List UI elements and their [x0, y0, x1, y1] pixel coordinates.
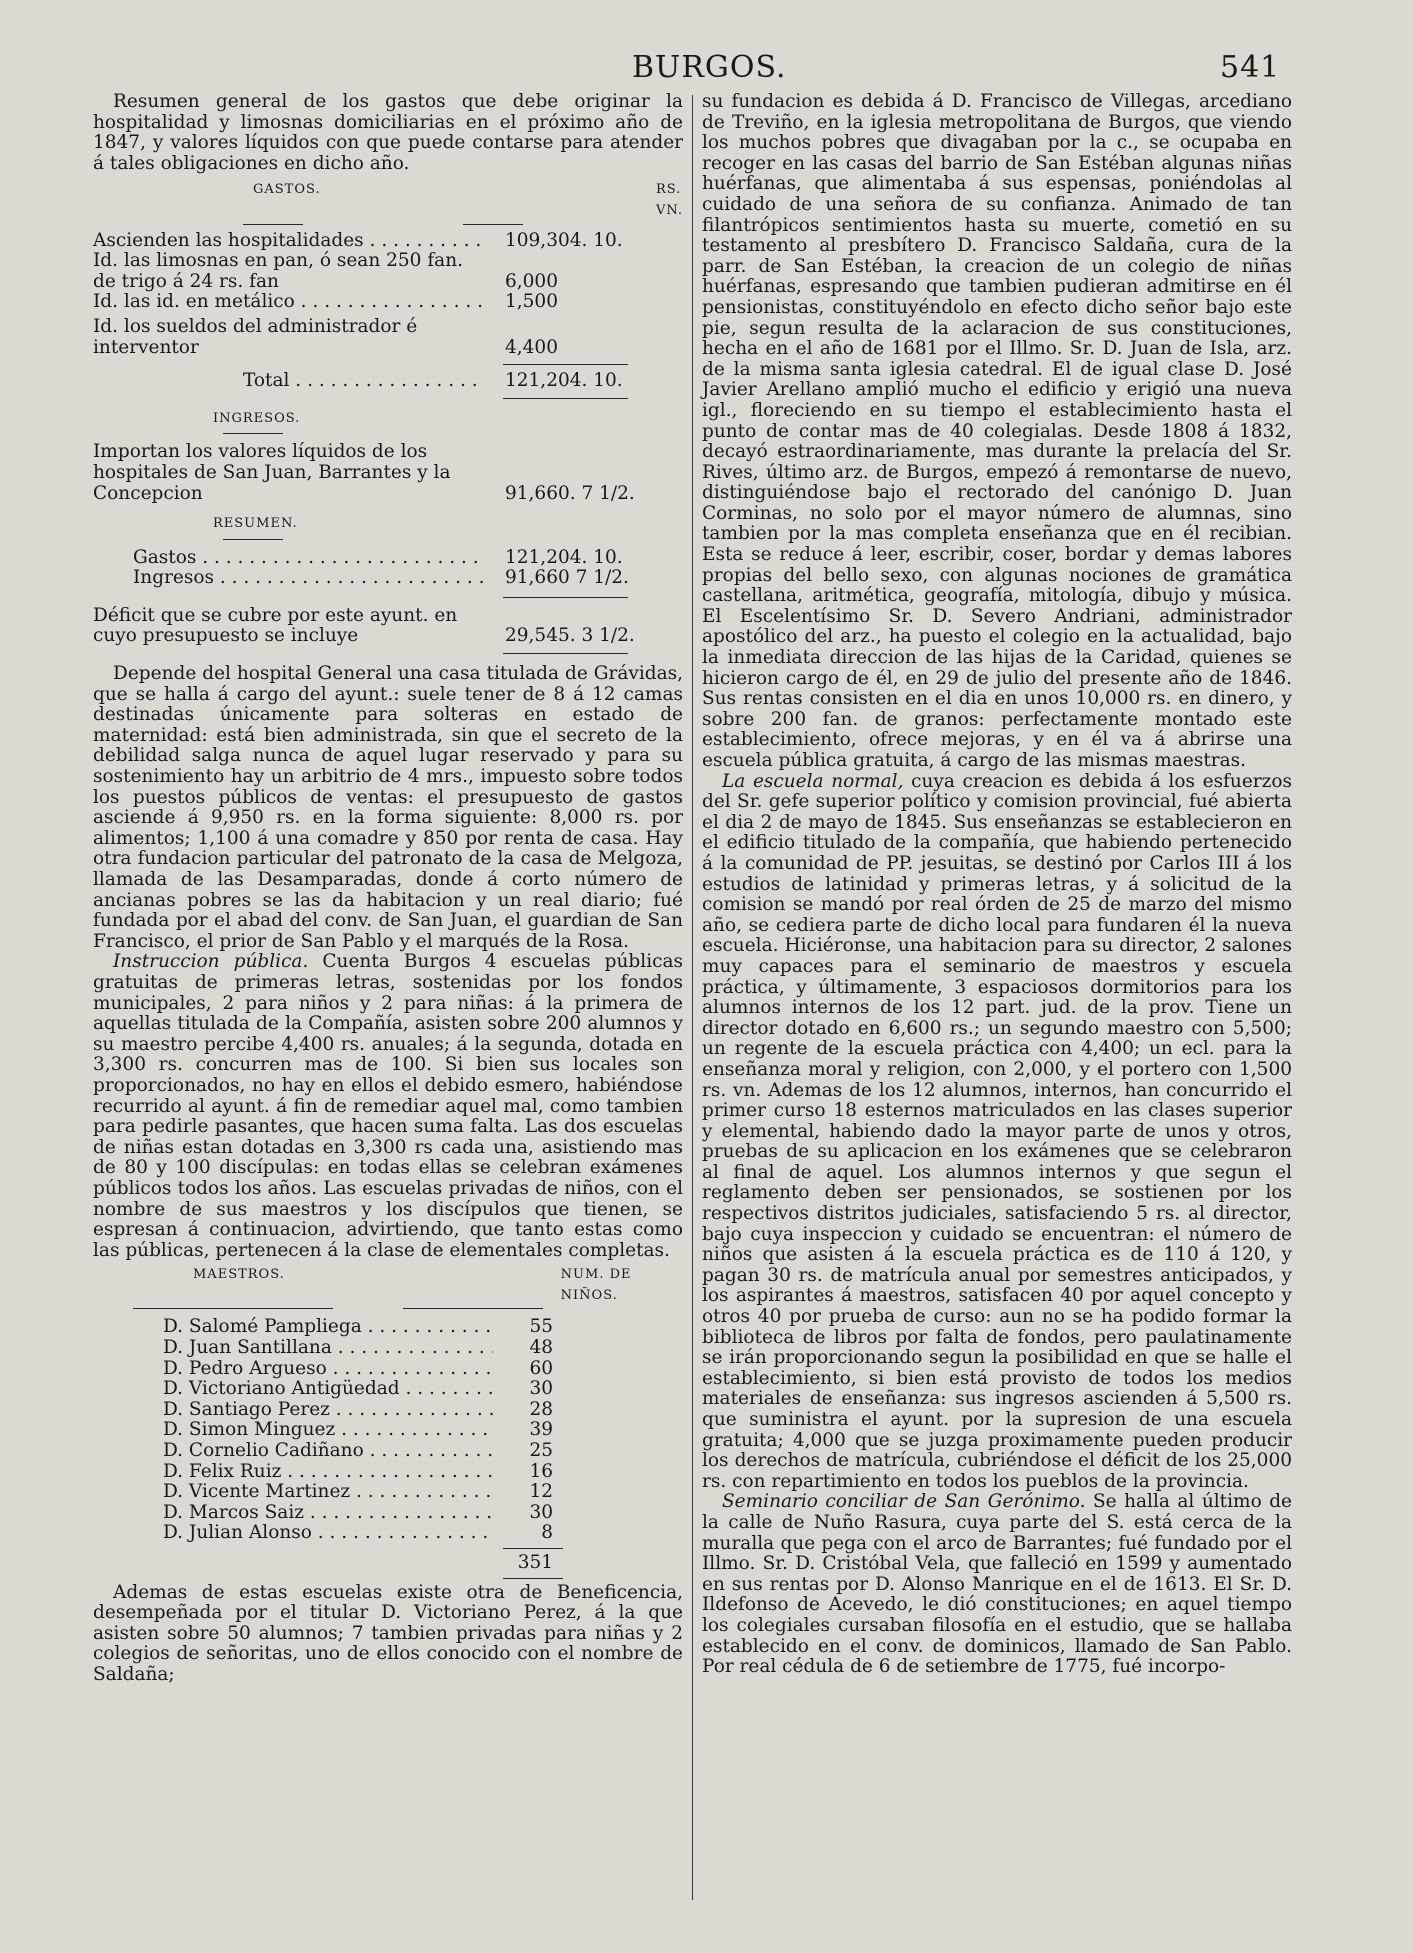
paragraph: Ademas de estas escuelas existe otra de Beneficencia, desempeñada por el titular D. Victoriano Perez, á la que asisten sobre 50 alumnos; 7 tambien privadas para niñas y 2 colegios de señoritas, uno de ellos conocido con el nombre de Saldaña;	[93, 1581, 683, 1685]
maestro-count: 25	[529, 1440, 553, 1462]
maestro-count: 8	[541, 1522, 553, 1544]
paragraph: Seminario conciliar de San Gerónimo. Se halla al último de la calle de Nuño Rasura, cuya parte del S. está cerca de la muralla que pega con el arco de Barrantes; fué fundado por el Illmo. Sr. D. Cristóbal Vela, que falleció en 1599 y aumentado en sus rentas por D. Alonso Manrique en el de 1613. El Sr. D. Ildefonso de Acevedo, le dió constituciones; en aquel tiempo los colegiales cursaban filosofía en el estudio, que se hallaba establecido en el conv. de dominicos, llamado de San Pablo. Por real cédula de 6 de setiembre de 1775, fué incorpo-	[702, 1491, 1292, 1678]
resumen-heading: RESUMEN.	[213, 516, 298, 532]
maestro-count: 30	[529, 1378, 553, 1400]
maestro-row	[93, 1400, 683, 1421]
gastos-row: Ascienden las hospitalidades . . . 109,304. 10.	[93, 231, 683, 252]
resumen-row: Ingresos . . . 91,660 7 1/2.	[93, 568, 683, 589]
section-title: La escuela normal,	[722, 770, 904, 792]
maestro-count: 16	[529, 1460, 553, 1482]
paragraph: su fundacion es debida á D. Francisco de Villegas, arcediano de Treviño, en la iglesia metropolitana de Burgos, que viendo los muchos pobres que divagaban por la c., se ocupaba en recoger en las casas del barrio de San Estéban algunas niñas huérfanas, que alimentaba á sus espensas, poniéndolas al cuidado de una señora de su confianza. Animado de tan filantrópicos sentimientos hasta su muerte, cometió en su testamento al presbítero D. Francisco Saldaña, cura de la parr. de San Estéban, la creacion de un colegio de niñas huérfanas, espresando que tambien pudieran admitirse en él pensionistas, constituyéndolo en efecto dicho señor bajo este pie, segun resulta de la aclaracion de sus constituciones, hecha en el año de 1681 por el Illmo. Sr. D. Juan de Isla, arz. de la misma santa iglesia catedral. El de igual clase D. José Javier Arellano amplió mucho el edificio y erigió una nueva igl., floreciendo en su tiempo el establecimiento hasta el punto de contar mas de 40 colegialas. Desde 1808 á 1832, decayó estraordinariamente, mas durante la prelacía del Sr. Rives, último arz. de Burgos, empezó á remontarse de nuevo, distinguiéndose bajo el rectorado del canónigo D. Juan Corminas, no solo por el mayor número de alumnas, sino tambien por la mas completa enseñanza que en él recibian. Esta se reduce á leer, escribir, coser, bordar y demas labores propias del bello sexo, con algunas nociones de gramática castellana, aritmética, geografía, mitología, dibujo y música. El Escelentísimo Sr. D. Severo Andriani, administrador apostólico del arz., ha puesto el colegio en la actualidad, bajo la inmediata direccion de las hijas de la Caridad, quienes se hicieron cargo de él, en 29 de julio del presente año de 1846. Sus rentas consisten en el dia en unos 10,000 rs. en dinero, y sobre 200 fan. de granos: perfectamente montado este establecimiento, ofrece mejoras, y en él va á abrirse una escuela pública gratuita, á cargo de las mismas maestras.	[702, 91, 1292, 771]
gastos-row: Id. las id. en metálico . . . 1,500	[93, 292, 683, 313]
maestros-total: 351	[517, 1552, 553, 1573]
ninos-heading: NUM. DE NIÑOS.	[560, 1267, 632, 1303]
maestro-name: D. Salomé Pampliega	[163, 1317, 362, 1338]
maestro-row	[93, 1462, 683, 1483]
maestro-row	[93, 1503, 683, 1524]
paragraph: Instruccion pública. Cuenta Burgos 4 escuelas públicas gratuitas de primeras letras, sostenidas por los fondos municipales, 2 para niños y 2 para niñas: á la primera de aquellas titulada de la Compañía, asisten sobre 200 alumnos y su maestro percibe 4,400 rs. anuales; á la segunda, dotada en 3,300 rs. concurren mas de 100. Si bien sus locales son proporcionados, no hay en ellos el debido esmero, habiéndose recurrido al ayunt. á fin de remediar aquel mal, como tambien para pedirle pasantes, que hacen suma falta. Las dos escuelas de niñas estan dotadas en 3,300 rs cada una, asistiendo mas de 80 y 100 discípulas: en todas ellas se celebran exámenes públicos todos los años. Las escuelas privadas de niños, con el nombre de sus maestros y los discípulos que tienen, se espresan á continuacion, advirtiendo, que tanto estas como las públicas, pertenecen á la clase de elementales completas.	[93, 951, 683, 1261]
gastos-row: Id. los sueldos del administrador é interventor 4,400	[93, 315, 558, 358]
page-number: 541	[1220, 50, 1281, 85]
maestro-name: D. Felix Ruiz	[163, 1461, 282, 1482]
maestro-name: D. Victoriano Antigüedad	[163, 1379, 400, 1400]
maestro-name: D. Vicente Martinez	[163, 1482, 351, 1503]
gastos-heading: GASTOS.	[253, 182, 321, 198]
ingresos-row: Importan los valores líquidos de los hospitales de San Juan, Barrantes y la Concepcion 91,660. 7 1/2.	[93, 441, 635, 504]
maestro-name: D. Juan Santillana	[163, 1338, 332, 1359]
maestro-name: D. Pedro Argueso	[163, 1358, 327, 1379]
maestro-row	[93, 1441, 683, 1462]
gastos-table	[93, 180, 683, 398]
maestro-row	[93, 1317, 683, 1338]
maestro-row	[93, 1420, 683, 1441]
maestros-heading: MAESTROS.	[193, 1267, 285, 1283]
paragraph: La escuela normal, cuya creacion es debida á los esfuerzos del Sr. gefe superior político y comision provincial, fué abierta el dia 2 de mayo de 1845. Sus enseñanzas se establecieron en el edificio titulado de la compañía, que habiendo pertenecido á la comunidad de PP. jesuitas, se destinó por Carlos III á los estudios de latinidad y primeras letras, y á solicitud de la comision se mandó por real órden de 25 de marzo del mismo año, se cediera parte de dicho local para fundaren él la nueva escuela. Hiciéronse, una habitacion para su director, 2 salones muy capaces para el seminario de maestros y escuela práctica, y últimamente, 3 espaciosos dormitorios para los alumnos internos de los 12 part. jud. de la prov. Tiene un director dotado en 6,600 rs.; un segundo maestro con 5,500; un regente de la escuela práctica con 4,400; un ecl. para la enseñanza moral y religion, con 2,000, y el portero con 1,500 rs. vn. Ademas de los 12 alumnos, internos, han concurrido el primer curso 18 esternos matriculados en las clases superior y elemental, habiendo dado la mayor parte de unos y otros, pruebas de su aplicacion en los exámenes que se celebraron al final de aquel. Los alumnos internos y que segun el reglamento deben ser pensionados, se sostienen por los respectivos distritos judiciales, satisfaciendo 5 rs. al director, bajo cuya inspeccion y cuidado se encuentran: el número de niños que asisten á la escuela práctica es de 110 á 120, y pagan 30 rs. de matrícula anual por semestres anticipados, y los aspirantes á maestros, satisfacen 40 por aquel concepto y otros 40 por prueba de curso: aun no se ha podido formar la biblioteca de libros por falta de fondos, pero paulatinamente se irán proporcionando segun la posibilidad en que se halle el establecimiento, si bien está provisto de todos los medios materiales de enseñanza: sus ingresos ascienden á 5,500 rs. que suministra el ayunt. por la supresion de una escuela gratuita; 4,000 que se juzga proximamente pueden producir los derechos de matrícula, cubriéndose el déficit de los 25,000 rs. con repartimiento en todos los pueblos de la provincia.	[702, 770, 1292, 1492]
resumen-row: Gastos . . . 121,204. 10.	[93, 548, 683, 569]
right-column	[702, 92, 1292, 1678]
paragraph: Depende del hospital General una casa titulada de Grávidas, que se halla á cargo del ayunt.: suele tener de 8 á 12 camas destinadas únicamente para solteras en estado de maternidad: está bien administrada, sin que el secreto de la debilidad salga nunca de aquel lugar reservado y para su sostenimiento hay un arbitrio de 4 mrs., impuesto sobre todos los puestos públicos de ventas: el presupuesto de gastos asciende á 9,950 rs. en la forma siguiente: 8,000 rs. por alimentos; 1,100 á una comadre y 850 por renta de casa. Hay otra fundacion particular del patronato de la casa de Melgoza, llamada de las Desamparadas, donde á corto número de ancianas pobres se las da habitacion y un real diario; fué fundada por el abad del conv. de San Juan, el guardian de San Francisco, el prior de San Pablo y el marqués de la Rosa.	[93, 663, 683, 952]
maestro-name: D. Santiago Perez	[163, 1399, 330, 1420]
maestro-count: 48	[529, 1337, 553, 1359]
resumen-table	[93, 514, 683, 654]
maestro-name: D. Cornelio Cadiñano	[163, 1441, 364, 1462]
maestro-row	[93, 1482, 683, 1503]
gastos-total-row: Total . . . 121,204. 10.	[93, 371, 683, 392]
maestro-count: 28	[529, 1398, 553, 1420]
ingresos-table	[93, 409, 683, 504]
maestro-name: D. Julian Alonso	[163, 1523, 312, 1544]
page-title: BURGOS.	[632, 50, 787, 85]
maestro-count: 39	[529, 1419, 553, 1441]
maestro-count: 30	[529, 1501, 553, 1523]
budget-intro: Resumen general de los gastos que debe originar la hospitalidad y limosnas domiciliarias en el próximo año de 1847, y valores líquidos con que puede contarse para atender á tales obligaciones en dicho año.	[93, 91, 683, 174]
maestro-name: D. Simon Minguez	[163, 1420, 336, 1441]
maestro-row	[93, 1359, 683, 1380]
maestro-row	[93, 1523, 683, 1544]
gastos-unit-heading: RS. VN.	[655, 182, 684, 218]
gastos-row: Id. las limosnas en pan, ó sean 250 fan. de trigo á 24 rs. fan 6,000	[93, 250, 558, 292]
maestro-row	[93, 1338, 683, 1359]
column-divider	[692, 95, 693, 1900]
maestro-row	[93, 1379, 683, 1400]
deficit-row: Déficit que se cubre por este ayunt. en cuyo presupuesto se incluye 29,545. 3 1/2.	[93, 604, 635, 647]
maestros-table	[93, 1265, 683, 1578]
maestro-count: 60	[529, 1357, 553, 1379]
section-title: Instruccion pública.	[113, 951, 309, 973]
ingresos-heading: INGRESOS.	[213, 410, 301, 426]
section-title: Seminario conciliar de San Gerónimo.	[722, 1491, 1086, 1513]
left-column	[93, 92, 683, 1686]
maestro-name: D. Marcos Saiz	[163, 1502, 304, 1523]
maestro-count: 55	[529, 1316, 553, 1338]
maestro-count: 12	[529, 1481, 553, 1503]
